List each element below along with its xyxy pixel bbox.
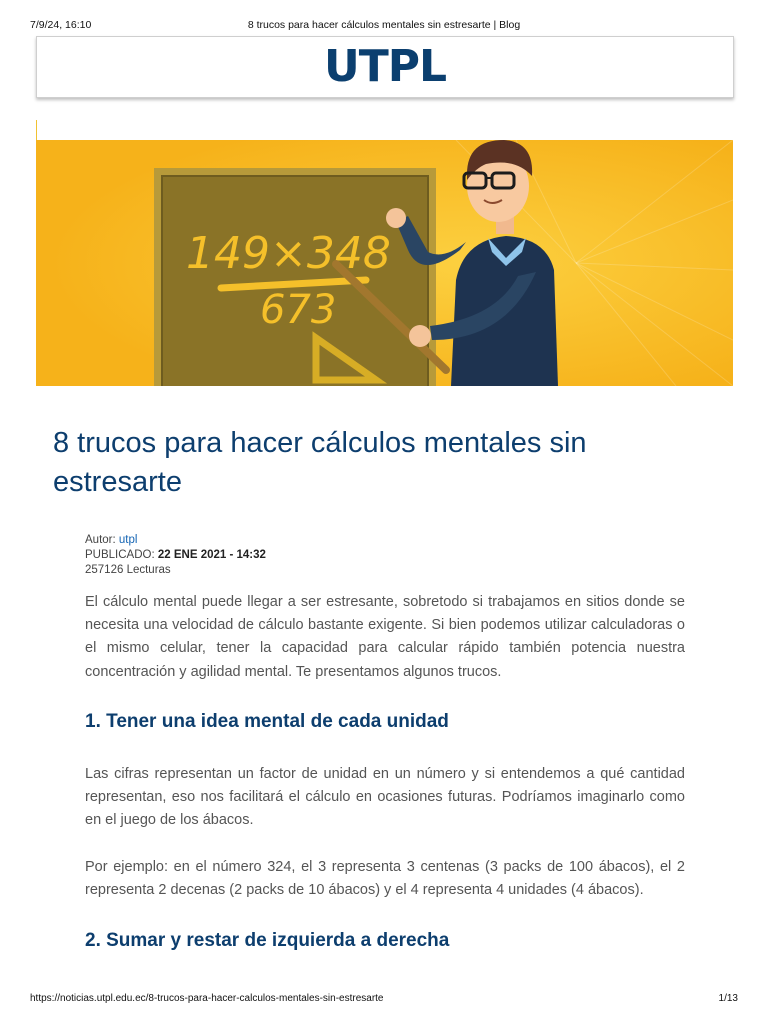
author-line: [85, 533, 266, 548]
section-1-paragraph-2: Por ejemplo: en el número 324, el 3 representa 3 centenas (3 packs de 100 ábacos), el 2 representa 2 decenas (2 packs de 10 ábacos) y el 4 representa 4 unidades (4 ábacos).: [85, 859, 685, 899]
hero-edge-line: [36, 120, 37, 140]
print-url: https://noticias.utpl.edu.ec/8-trucos-para-hacer-calculos-mentales-sin-estresarte: [30, 993, 384, 1004]
article-title: 8 trucos para hacer cálculos mentales sin estresarte: [53, 427, 587, 498]
article-meta: [85, 533, 266, 578]
intro-paragraph: El cálculo mental puede llegar a ser estresante, sobretodo si trabajamos en sitios donde se necesita una velocidad de cálculo bastante exigente. Si bien podemos utilizar calculadoras o el mismo celular, tener la capacidad para calcular rápido también potencia nuestra concentración y agilidad mental. Te presentamos algunos trucos.: [85, 594, 685, 680]
author-link[interactable]: utpl: [118, 534, 138, 546]
hero-image: [36, 140, 733, 386]
reads-count: 257126 Lecturas: [85, 564, 171, 576]
page-number: 1/13: [718, 993, 738, 1004]
section-1-paragraph-1: Las cifras representan un factor de unidad en un número y si entendemos a qué cantidad representan, eso nos facilitará el cálculo en ocasiones futuras. Podríamos imaginarlo como en el juego de los ábacos.: [85, 766, 685, 829]
site-logo[interactable]: UTPL: [323, 41, 447, 92]
published-label: PUBLICADO:: [85, 549, 155, 561]
equation-text: 149×348: [186, 228, 391, 279]
site-header: [36, 36, 734, 98]
print-date: 7/9/24, 16:10: [30, 19, 92, 31]
section-heading-2: 2. Sumar y restar de izquierda a derecha: [85, 930, 450, 951]
result-text: 673: [260, 287, 337, 333]
print-header: [30, 19, 738, 33]
print-page-title: 8 trucos para hacer cálculos mentales sin estresarte | Blog: [247, 19, 521, 31]
teacher-illustration: [36, 140, 733, 386]
published-line: [85, 548, 266, 563]
published-date: 22 ENE 2021 - 14:32: [157, 549, 266, 561]
section-heading-1: 1. Tener una idea mental de cada unidad: [85, 711, 449, 732]
author-label: Autor:: [85, 534, 116, 546]
